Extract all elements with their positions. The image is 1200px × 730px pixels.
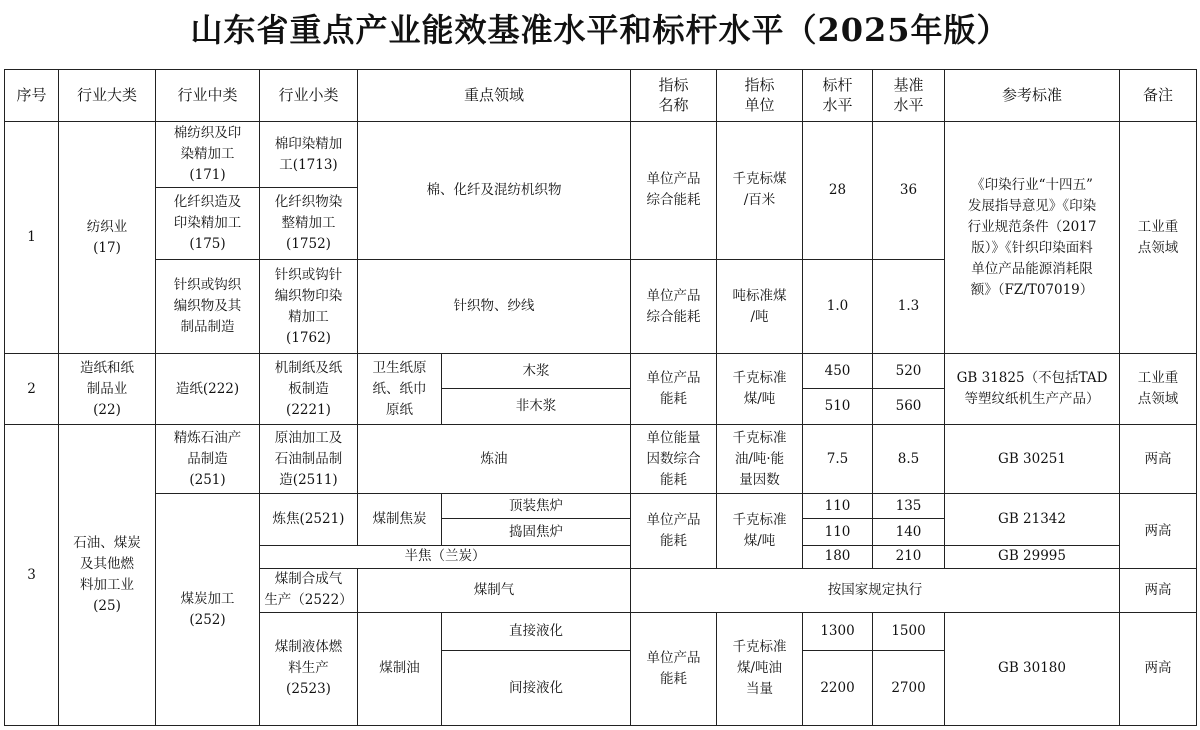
header-indicator-unit: 指标 单位 (717, 70, 803, 122)
table-row (5, 425, 1197, 494)
header-reference: 参考标准 (945, 70, 1120, 122)
table-row (5, 354, 1197, 388)
row-base: 8.5 (873, 425, 945, 494)
row-note: 两高 (1120, 569, 1197, 613)
header-field: 重点领域 (358, 70, 631, 122)
row-indicator-unit: 千克标煤 /百米 (717, 121, 803, 260)
header-indicator-name: 指标 名称 (631, 70, 717, 122)
row-middle: 棉纺织及印 染精加工 (171) (156, 121, 260, 188)
header-row (5, 70, 1197, 122)
header-base: 基准 水平 (873, 70, 945, 122)
row-indicator-name: 单位产品 能耗 (631, 354, 717, 425)
header-minor: 行业小类 (260, 70, 358, 122)
row-seq: 3 (5, 425, 59, 726)
row-field: 煤制气 (358, 569, 631, 613)
row-note: 两高 (1120, 425, 1197, 494)
row-field: 半焦（兰炭） (260, 545, 631, 568)
row-minor: 原油加工及 石油制品制 造(2511) (260, 425, 358, 494)
row-benchmark: 7.5 (803, 425, 873, 494)
row-field-sub: 木浆 (442, 354, 631, 388)
row-indicator-unit: 千克标准 煤/吨油 当量 (717, 612, 803, 725)
row-base: 36 (873, 121, 945, 260)
row-benchmark: 510 (803, 388, 873, 424)
row-field: 棉、化纤及混纺机织物 (358, 121, 631, 260)
row-indicator-unit: 千克标准 煤/吨 (717, 354, 803, 425)
page-title: 山东省重点产业能效基准水平和标杆水平（2025年版） (190, 11, 1010, 49)
row-middle: 化纤织造及 印染精加工 (175) (156, 188, 260, 260)
row-minor: 针织或钩针 编织物印染 精加工 (1762) (260, 260, 358, 354)
row-benchmark: 1300 (803, 612, 873, 650)
row-major: 纺织业 (17) (59, 121, 156, 354)
table-row (5, 494, 1197, 519)
row-indicator-name: 单位产品 综合能耗 (631, 260, 717, 354)
header-major: 行业大类 (59, 70, 156, 122)
row-indicator-unit: 吨标准煤 /吨 (717, 260, 803, 354)
row-benchmark: 1.0 (803, 260, 873, 354)
row-minor: 煤制液体燃 料生产 (2523) (260, 612, 358, 725)
row-minor: 机制纸及纸 板制造 (2221) (260, 354, 358, 425)
row-base: 1500 (873, 612, 945, 650)
row-indicator-name: 单位产品 能耗 (631, 494, 717, 569)
row-field-sub: 间接液化 (442, 651, 631, 726)
row-reference: GB 30180 (945, 612, 1120, 725)
row-base: 135 (873, 494, 945, 519)
row-base: 2700 (873, 651, 945, 726)
row-indicator-unit: 千克标准 油/吨·能 量因数 (717, 425, 803, 494)
header-seq: 序号 (5, 70, 59, 122)
row-benchmark: 110 (803, 519, 873, 545)
row-base: 520 (873, 354, 945, 388)
row-field-main: 卫生纸原 纸、纸巾 原纸 (358, 354, 442, 425)
row-field-main: 煤制焦炭 (358, 494, 442, 546)
row-policy: 按国家规定执行 (631, 569, 1120, 613)
row-base: 210 (873, 545, 945, 568)
row-middle: 造纸(222) (156, 354, 260, 425)
energy-efficiency-table (4, 69, 1197, 726)
row-seq: 2 (5, 354, 59, 425)
row-field: 针织物、纱线 (358, 260, 631, 354)
row-note: 工业重 点领域 (1120, 354, 1197, 425)
row-benchmark: 28 (803, 121, 873, 260)
row-minor: 化纤织物染 整精加工 (1752) (260, 188, 358, 260)
row-note: 工业重 点领域 (1120, 121, 1197, 354)
row-note: 两高 (1120, 494, 1197, 569)
row-base: 140 (873, 519, 945, 545)
row-base: 1.3 (873, 260, 945, 354)
row-minor: 棉印染精加 工(1713) (260, 121, 358, 188)
row-field-sub: 直接液化 (442, 612, 631, 650)
row-middle: 精炼石油产 品制造 (251) (156, 425, 260, 494)
row-indicator-name: 单位能量 因数综合 能耗 (631, 425, 717, 494)
row-base: 560 (873, 388, 945, 424)
row-indicator-unit: 千克标准 煤/吨 (717, 494, 803, 569)
row-major: 造纸和纸 制品业 (22) (59, 354, 156, 425)
row-indicator-name: 单位产品 能耗 (631, 612, 717, 725)
row-reference: GB 30251 (945, 425, 1120, 494)
row-middle: 煤炭加工 (252) (156, 494, 260, 726)
header-benchmark: 标杆 水平 (803, 70, 873, 122)
row-field-sub: 非木浆 (442, 388, 631, 424)
row-field-sub: 捣固焦炉 (442, 519, 631, 545)
row-note: 两高 (1120, 612, 1197, 725)
row-reference: GB 31825（不包括TAD 等塑纹纸机生产产品） (945, 354, 1120, 425)
row-benchmark: 110 (803, 494, 873, 519)
row-field-main: 煤制油 (358, 612, 442, 725)
row-middle: 针织或钩织 编织物及其 制品制造 (156, 260, 260, 354)
row-reference: GB 29995 (945, 545, 1120, 568)
row-seq: 1 (5, 121, 59, 354)
row-benchmark: 180 (803, 545, 873, 568)
row-major: 石油、煤炭 及其他燃 料加工业 (25) (59, 425, 156, 726)
row-benchmark: 2200 (803, 651, 873, 726)
row-reference: GB 21342 (945, 494, 1120, 546)
row-minor: 煤制合成气 生产（2522） (260, 569, 358, 613)
row-benchmark: 450 (803, 354, 873, 388)
row-minor: 炼焦(2521) (260, 494, 358, 546)
row-indicator-name: 单位产品 综合能耗 (631, 121, 717, 260)
table-row (5, 121, 1197, 188)
header-note: 备注 (1120, 70, 1197, 122)
row-field-sub: 顶装焦炉 (442, 494, 631, 519)
row-field: 炼油 (358, 425, 631, 494)
row-reference: 《印染行业“十四五” 发展指导意见》《印染 行业规范条件（2017 版）》《针织印染面料 单位产品能源消耗限 额》（FZ/T07019） (945, 121, 1120, 354)
header-middle: 行业中类 (156, 70, 260, 122)
